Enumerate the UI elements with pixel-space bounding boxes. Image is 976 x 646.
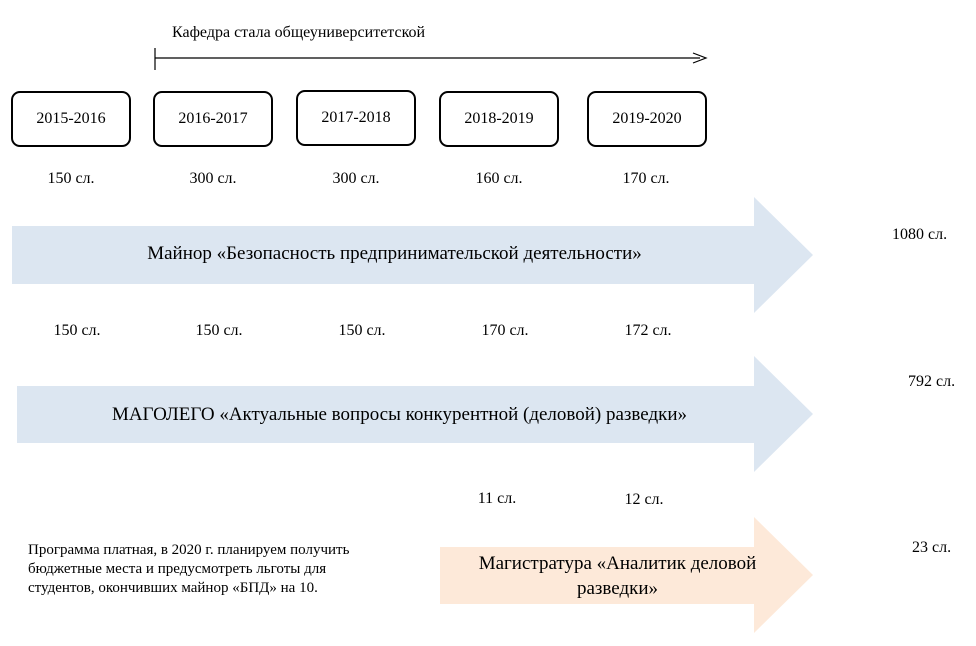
funding-note-line1: Программа платная, в 2020 г. планируем получить <box>28 542 350 558</box>
master-count-2018-2019: 11 сл. <box>477 490 517 507</box>
minor-count-2016-2017: 300 сл. <box>189 170 237 187</box>
magolego-count-2015-2016: 150 сл. <box>53 322 101 339</box>
minor-total: 1080 сл. <box>892 226 948 243</box>
magolego-total: 792 сл. <box>908 373 956 390</box>
year-box-2019-2020: 2019-2020 <box>587 91 707 147</box>
funding-note-line3: студентов, окончивших майнор «БПД» на 10. <box>28 580 318 596</box>
magolego-count-2019-2020: 172 сл. <box>624 322 672 339</box>
year-box-2018-2019: 2018-2019 <box>439 91 559 147</box>
master-label-line2: разведки» <box>576 578 659 599</box>
minor-count-2019-2020: 170 сл. <box>622 170 670 187</box>
year-box-2015-2016: 2015-2016 <box>11 91 131 147</box>
master-label-line1: Магистратура «Аналитик деловой <box>478 553 757 574</box>
funding-note-line2: бюджетные места и предусмотреть льготы для <box>28 561 327 577</box>
funding-note <box>28 541 349 598</box>
master-total: 23 сл. <box>912 539 952 556</box>
magolego-count-2018-2019: 170 сл. <box>481 322 529 339</box>
minor-count-2015-2016: 150 сл. <box>47 170 95 187</box>
minor-count-2018-2019: 160 сл. <box>475 170 523 187</box>
magolego-count-2017-2018: 150 сл. <box>338 322 386 339</box>
magolego-label: МАГОЛЕГО «Актуальные вопросы конкурентной (деловой) разведки» <box>111 404 688 425</box>
minor-label: Майнор «Безопасность предпринимательской деятельности» <box>147 243 642 264</box>
minor-count-2017-2018: 300 сл. <box>332 170 380 187</box>
master-count-2019-2020: 12 сл. <box>624 491 664 508</box>
timeline-label: Кафедра стала общеуниверситетской <box>172 24 426 41</box>
magolego-count-2016-2017: 150 сл. <box>195 322 243 339</box>
year-box-2017-2018: 2017-2018 <box>296 90 416 146</box>
master-label <box>440 551 795 601</box>
year-box-2016-2017: 2016-2017 <box>153 91 273 147</box>
